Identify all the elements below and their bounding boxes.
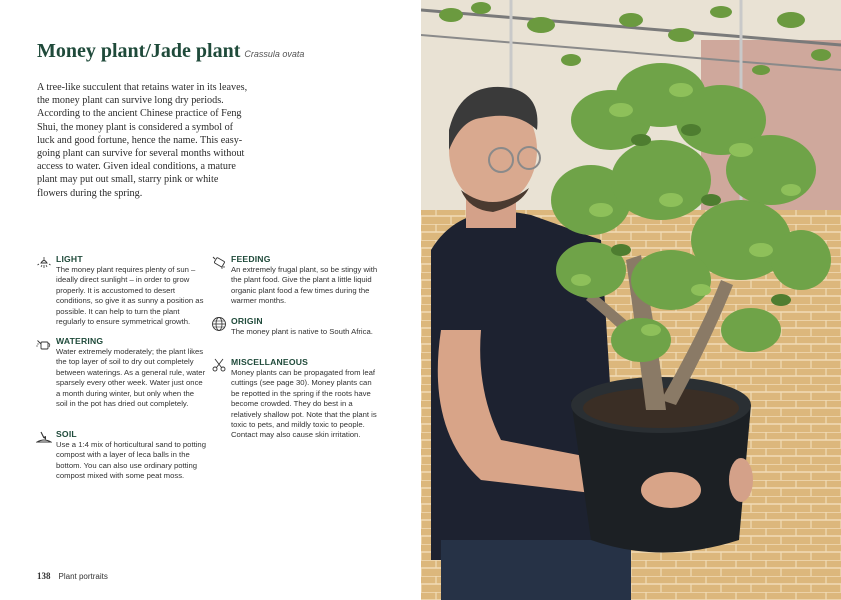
section-light	[56, 254, 206, 327]
intro-paragraph: A tree-like succulent that retains water in its leaves, the money plant can survive long dry periods. According to the ancient Chinese practice of Feng Shui, the money plant is considered a symbol of luck and good fortune, hence the name. This easy-going plant can survive for several months without access to water. Given ideal conditions, a mature plant may put out small, starry pink or white flowers during the spring.	[37, 82, 248, 199]
page-title	[37, 40, 304, 63]
globe-icon	[211, 316, 227, 332]
section-heading: MISCELLANEOUS	[231, 357, 309, 367]
scissors-icon	[211, 357, 227, 373]
section-feeding	[231, 254, 381, 307]
running-section-title: Plant portraits	[58, 572, 108, 581]
section-text: The money plant is native to South Africa.	[231, 327, 373, 336]
trowel-icon	[36, 429, 52, 445]
section-text: Water extremely moderately; the plant likes the top layer of soil to dry out completely between waterings. As a general rule, water sparsely every other week. Water just once a month during winter, but only when the soil in the pot has dried out completely.	[56, 347, 206, 409]
section-heading: FEEDING	[231, 254, 271, 264]
section-heading: SOIL	[56, 429, 77, 439]
section-text: Use a 1:4 mix of horticultural sand to potting compost with a layer of leca balls in the bottom. You can also use ordinary potting compost mixed with some peat moss.	[56, 440, 206, 481]
plant-common-name: Money plant/Jade plant	[37, 40, 241, 62]
section-text: An extremely frugal plant, so be stingy with the plant food. Give the plant a little liquid organic plant food a few times during the warmer months.	[231, 265, 378, 306]
fertilizer-bottle-icon	[211, 254, 227, 270]
watering-can-icon	[36, 336, 52, 352]
plant-photo	[421, 0, 841, 600]
section-text: The money plant requires plenty of sun – ideally direct sunlight – in order to grow properly. It is accustomed to desert conditions, so give it as sunny a position as possible. It can help to turn the plant regularly to ensure symmetrical growth.	[56, 265, 204, 327]
page-footer	[37, 571, 108, 581]
page-number: 138	[37, 571, 51, 581]
section-text: Money plants can be propagated from leaf cuttings (see page 30). Money plants can be repotted in the spring if the roots have become crowded. They do best in a relatively shallow pot. Note that the plant is toxic to pets, and mildly toxic to people. Contact may also cause skin irritation.	[231, 368, 377, 440]
section-miscellaneous	[231, 357, 381, 441]
photo-illustration	[421, 0, 841, 600]
section-watering	[56, 336, 206, 409]
section-heading: LIGHT	[56, 254, 83, 264]
section-origin	[231, 316, 381, 337]
plant-latin-name: Crassula ovata	[244, 49, 305, 59]
section-heading: ORIGIN	[231, 316, 263, 326]
sun-lamp-icon	[36, 254, 52, 270]
section-soil	[56, 429, 206, 482]
section-heading: WATERING	[56, 336, 104, 346]
